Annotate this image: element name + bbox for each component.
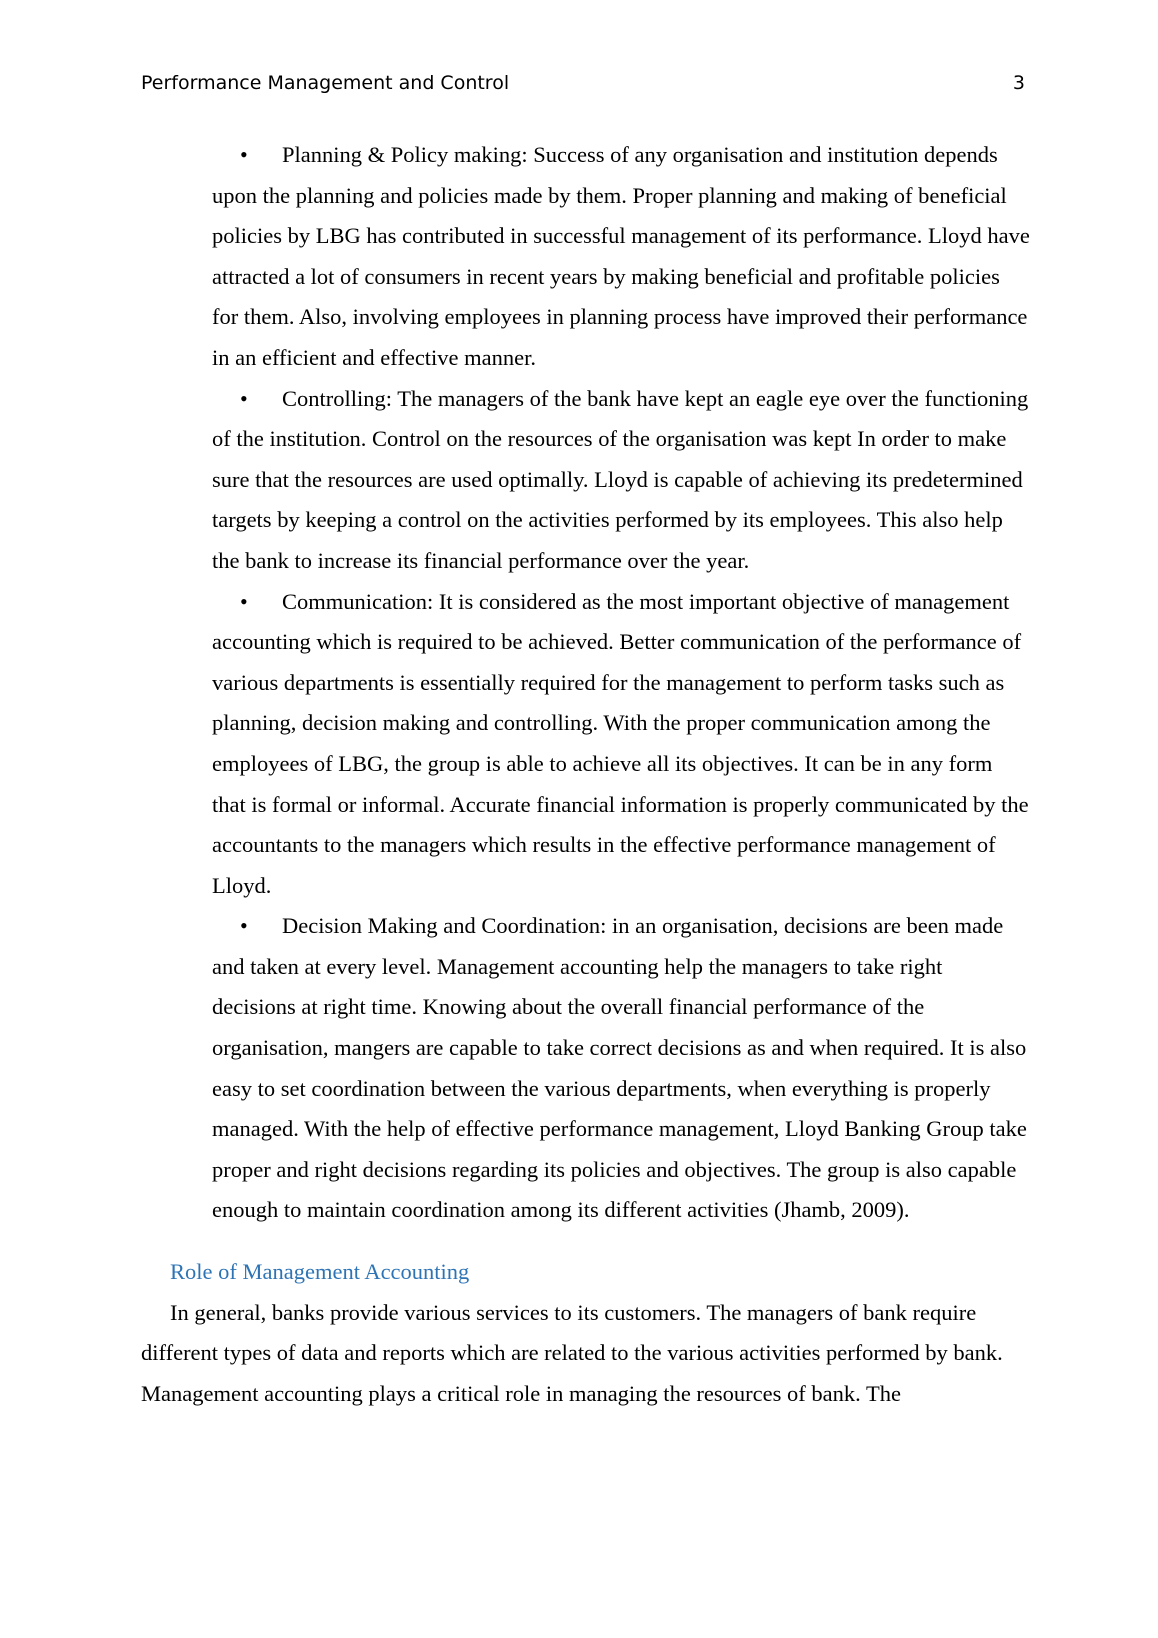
section-heading: Role of Management Accounting	[170, 1259, 470, 1285]
bullet-icon: •	[240, 588, 248, 614]
bullet-text: Controlling: The managers of the bank have kept an eagle eye over the functioning of the institution. Control on the resources of the organisation was kept In order to make sure that the resources are used optimally. Lloyd is capable of achieving its predetermined targets by keeping a control on the activities performed by its employees. This also help the bank to increase its financial performance over the year.	[212, 385, 1029, 573]
body-text	[141, 135, 1031, 1414]
header-title: Performance Management and Control	[141, 72, 510, 94]
list-item	[212, 906, 1031, 1231]
bullet-icon: •	[240, 385, 248, 411]
bullet-list	[141, 135, 1031, 1231]
list-item	[212, 582, 1031, 907]
bullet-text: Decision Making and Coordination: in an organisation, decisions are been made and taken at every level. Management accounting help the managers to take right decisions at right time. Knowing about the overall financial performance of the organisation, mangers are capable to take correct decisions as and when required. It is also easy to set coordination between the various departments, when everything is properly managed. With the help of effective performance management, Lloyd Banking Group take proper and right decisions regarding its policies and objectives. The group is also capable enough to maintain coordination among its different activities (Jhamb, 2009).	[212, 913, 1027, 1223]
bullet-icon: •	[240, 913, 248, 939]
bullet-text: Planning & Policy making: Success of any organisation and institution depends upon the planning and policies made by them. Proper planning and making of beneficial policies by LBG has contributed in successful management of its performance. Lloyd have attracted a lot of consumers in recent years by making beneficial and profitable policies for them. Also, involving employees in planning process have improved their performance in an efficient and effective manner.	[212, 142, 1030, 370]
running-header	[141, 68, 1025, 98]
list-item	[212, 135, 1031, 379]
bullet-text: Communication: It is considered as the most important objective of management accounting which is required to be achieved. Better communication of the performance of various departments is essentially required for the management to perform tasks such as planning, decision making and controlling. With the proper communication among the employees of LBG, the group is able to achieve all its objectives. It can be in any form that is formal or informal. Accurate financial information is properly communicated by the accountants to the managers which results in the effective performance management of Lloyd.	[212, 588, 1029, 898]
list-item	[212, 379, 1031, 582]
bullet-icon: •	[240, 142, 248, 167]
page-number: 3	[1012, 72, 1025, 94]
section-paragraph: In general, banks provide various services to its customers. The managers of bank require different types of data and reports which are related to the various activities performed by bank. Management accounting plays a critical role in managing the resources of bank. The	[141, 1299, 1003, 1406]
